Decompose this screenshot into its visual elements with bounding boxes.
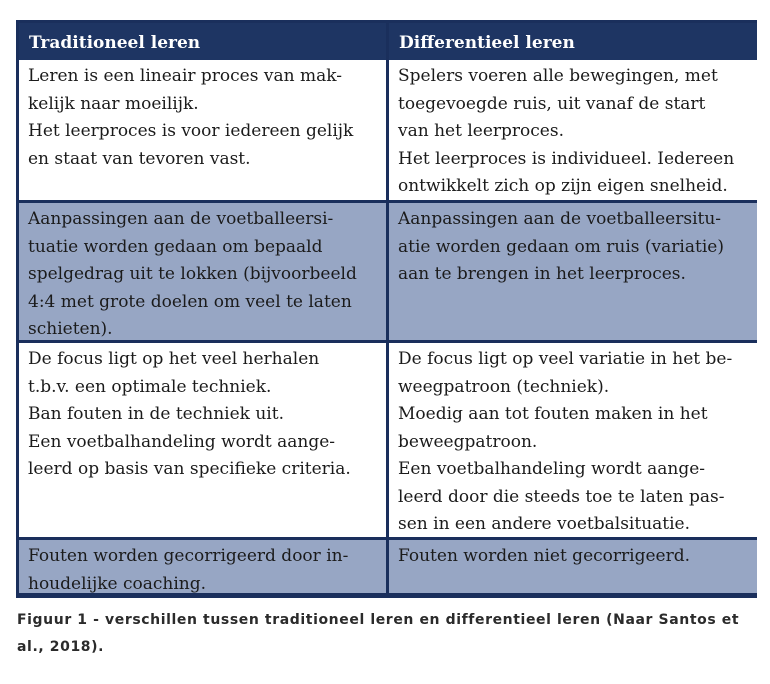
row-1-left-line: en staat van tevoren vast. [28, 148, 251, 169]
row-3-left-line: Een voetbalhandeling wordt aange- [28, 431, 336, 452]
row-1-right-line: van het leerproces. [398, 121, 564, 141]
row-1-right-line: Het leerproces is individueel. Iedereen [398, 148, 735, 169]
row-2-right-cell [389, 200, 757, 340]
row-3-right-line: weegpatroon (techniek). [398, 376, 610, 397]
row-1-left-cell [19, 60, 386, 200]
row-3-right-line: leerd door die steeds toe te laten pas- [398, 486, 725, 507]
row-1-right-cell [389, 60, 757, 200]
row-3-left-line: Ban fouten in de techniek uit. [28, 404, 284, 424]
row-3-right-line: De focus ligt op veel variatie in het be- [398, 349, 733, 369]
row-2-left-line: 4:4 met grote doelen om veel te laten [28, 291, 352, 312]
row-2-left-line: tuatie worden gedaan om bepaald [28, 236, 323, 257]
row-2-left-line: schieten). [28, 319, 113, 339]
row-3-left-line: t.b.v. een optimale techniek. [28, 376, 272, 397]
row-1-left-line: kelijk naar moeilijk. [28, 93, 199, 114]
row-3-right-line: sen in een andere voetbalsituatie. [398, 514, 691, 534]
row-3-left-line: leerd op basis van specifieke criteria. [28, 459, 351, 479]
row-2-left-line: Aanpassingen aan de voetballeersi- [28, 209, 334, 229]
row-4-left-cell [19, 537, 386, 593]
row-4-right-cell [389, 537, 757, 593]
row-3-left-line: De focus ligt op het veel herhalen [28, 349, 320, 369]
row-4-left-line: houdelijke coaching. [28, 573, 207, 593]
row-3-right-line: beweegpatroon. [398, 431, 538, 452]
row-2-left-cell [19, 200, 386, 340]
figure-caption [17, 607, 762, 661]
row-3-right-cell [389, 340, 757, 537]
row-2-right-line: Aanpassingen aan de voetballeersitu- [398, 209, 722, 229]
row-1-right-line: ontwikkelt zich op zijn eigen snelheid. [398, 176, 728, 196]
caption-line: Figuur 1 - verschillen tussen traditioneel leren en differentieel leren (Naar Santos et [17, 612, 740, 628]
caption-line: al., 2018). [17, 639, 105, 655]
row-3-left-cell [19, 340, 386, 537]
comparison-table [16, 20, 757, 598]
row-2-right-line: atie worden gedaan om ruis (variatie) [398, 236, 724, 257]
row-4-left-line: Fouten worden gecorrigeerd door in- [28, 546, 349, 566]
header-differentieel: Differentieel leren [389, 23, 757, 60]
row-3-right-line: Moedig aan tot fouten maken in het [398, 404, 708, 424]
row-2-right-line: aan te brengen in het leerproces. [398, 264, 686, 284]
row-1-right-line: Spelers voeren alle bewegingen, met [398, 66, 718, 86]
header-traditioneel: Traditioneel leren [19, 23, 386, 60]
row-4-right-line: Fouten worden niet gecorrigeerd. [398, 546, 690, 566]
row-2-left-line: spelgedrag uit te lokken (bijvoorbeeld [28, 264, 357, 284]
row-1-left-line: Het leerproces is voor iedereen gelijk [28, 121, 354, 141]
row-3-right-line: Een voetbalhandeling wordt aange- [398, 459, 706, 479]
row-1-left-line: Leren is een lineair proces van mak- [28, 66, 342, 86]
row-1-right-line: toegevoegde ruis, uit vanaf de start [398, 93, 706, 114]
